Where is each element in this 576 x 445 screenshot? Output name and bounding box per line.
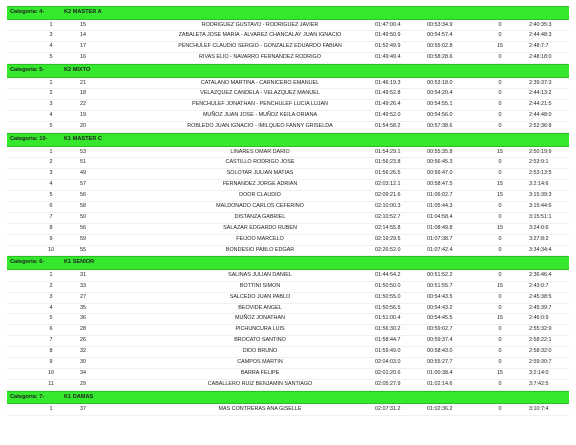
total-time-cell: 2:43:0:7 (529, 282, 549, 289)
time-two-cell: 00:57:38.6 (427, 123, 453, 130)
time-one-cell: 01:58:44.7 (375, 337, 401, 344)
competitor-names-cell: BONDESIO PABLO EDGAR (225, 246, 295, 253)
time-two-cell: 01:06:02.7 (427, 192, 453, 199)
table-row (7, 180, 569, 191)
bib-number-cell: 32 (80, 348, 86, 355)
table-row (7, 325, 569, 336)
time-two-cell: 01:07:42.4 (427, 246, 453, 253)
time-two-cell: 00:54:43.2 (427, 304, 453, 311)
position-cell: 8 (49, 224, 53, 231)
position-cell: 4 (49, 112, 53, 119)
competitor-names-cell: FERNANDEZ JORGE ADRIAN (222, 181, 298, 188)
position-cell: 10 (48, 246, 54, 253)
penalty-cell: 0 (498, 159, 502, 166)
time-one-cell: 02:09:21.6 (375, 192, 401, 199)
time-one-cell: 02:10:00.3 (375, 202, 401, 209)
position-cell: 3 (49, 293, 53, 300)
bib-number-cell: 29 (80, 380, 86, 387)
time-two-cell: 00:53:34.9 (427, 21, 453, 28)
table-row (7, 202, 569, 213)
total-time-cell: 3:15:51:1 (529, 213, 552, 220)
category-header (7, 256, 569, 270)
total-time-cell: 2:55:32:9 (529, 326, 552, 333)
table-row (7, 271, 569, 282)
bib-number-cell: 58 (80, 202, 86, 209)
bib-number-cell: 16 (80, 54, 86, 61)
bib-number-cell: 30 (80, 359, 86, 366)
bib-number-cell: 56 (80, 192, 86, 199)
time-one-cell: 02:05:27.9 (375, 380, 401, 387)
position-cell: 5 (49, 192, 53, 199)
time-two-cell: 00:54:57.4 (427, 32, 453, 39)
bib-number-cell: 14 (80, 32, 86, 39)
time-one-cell: 02:14:55.8 (375, 224, 401, 231)
competitor-names-cell: MUÑOZ JUAN JOSE - MUÑOZ KEILA ORIANA (202, 112, 318, 119)
category-header (7, 391, 569, 405)
time-two-cell: 00:58:47.5 (427, 181, 453, 188)
total-time-cell: 2:53:9:1 (529, 159, 549, 166)
category-class-name: K1 DAMAS (64, 393, 94, 400)
category-header (7, 64, 569, 78)
table-row (7, 89, 569, 100)
position-cell: 11 (48, 380, 54, 387)
penalty-cell: 0 (498, 406, 502, 413)
penalty-cell: 15 (497, 282, 503, 289)
time-two-cell: 00:51:55.7 (427, 282, 453, 289)
penalty-cell: 0 (498, 123, 502, 130)
competitor-names-cell: SALAZAR EDGARDO RUBEN (223, 224, 297, 231)
time-one-cell: 01:54:29.1 (375, 148, 401, 155)
time-one-cell: 02:07:31.2 (375, 406, 401, 413)
table-row (7, 191, 569, 202)
competitor-names-cell: VELAZQUEZ CANDELA - VELAZQUEZ MANUEL (200, 90, 320, 97)
table-row (7, 158, 569, 169)
time-one-cell: 01:54:58.2 (375, 123, 401, 130)
bib-number-cell: 36 (80, 315, 86, 322)
penalty-cell: 15 (497, 192, 503, 199)
bib-number-cell: 15 (80, 21, 86, 28)
bib-number-cell: 57 (80, 181, 86, 188)
time-one-cell: 01:49:26.4 (375, 101, 401, 108)
category-class-name: K1 MASTER C (64, 136, 102, 143)
competitor-names-cell: CATALANO MARTINA - CARNICERO EMANUEL (200, 79, 320, 86)
total-time-cell: 3:34:34:4 (529, 246, 552, 253)
total-time-cell: 3:15:39:3 (529, 192, 552, 199)
bib-number-cell: 35 (80, 304, 86, 311)
competitor-names-cell: RIVAS ELIO - NAVARRO FERNANDEZ RODRIGO (199, 54, 321, 61)
bib-number-cell: 59 (80, 235, 86, 242)
total-time-cell: 2:39:37:3 (529, 79, 552, 86)
time-two-cell: 00:58:28.6 (427, 54, 453, 61)
time-two-cell: 01:02:36.2 (427, 406, 453, 413)
bib-number-cell: 27 (80, 293, 86, 300)
table-row (7, 42, 569, 53)
table-row (7, 358, 569, 369)
total-time-cell: 3:2:14:0 (529, 369, 549, 376)
competitor-names-cell: MALDONADO CARLOS CEFERINO (216, 202, 304, 209)
position-cell: 1 (49, 271, 53, 278)
competitor-names-cell: PICHUNCURA LUIS (235, 326, 285, 333)
penalty-cell: 0 (498, 380, 502, 387)
total-time-cell: 3:24:0:6 (529, 224, 549, 231)
position-cell: 4 (49, 304, 53, 311)
time-one-cell: 01:46:19.3 (375, 79, 401, 86)
penalty-cell: 0 (498, 359, 502, 366)
time-two-cell: 01:08:49.8 (427, 224, 453, 231)
total-time-cell: 2:48:18:0 (529, 54, 552, 61)
total-time-cell: 2:40:35:3 (529, 21, 552, 28)
bib-number-cell: 18 (80, 90, 86, 97)
table-row (7, 169, 569, 180)
position-cell: 2 (49, 159, 53, 166)
time-two-cell: 00:56:45.3 (427, 159, 453, 166)
time-two-cell: 01:07:38.7 (427, 235, 453, 242)
bib-number-cell: 55 (80, 246, 86, 253)
penalty-cell: 0 (498, 21, 502, 28)
position-cell: 8 (49, 348, 53, 355)
position-cell: 3 (49, 101, 53, 108)
category-label: Categoria: 7- (10, 393, 45, 400)
bib-number-cell: 21 (80, 79, 86, 86)
penalty-cell: 15 (497, 369, 503, 376)
bib-number-cell: 17 (80, 43, 86, 50)
penalty-cell: 15 (497, 224, 503, 231)
penalty-cell: 0 (498, 170, 502, 177)
penalty-cell: 15 (497, 315, 503, 322)
time-one-cell: 02:10:52.7 (375, 213, 401, 220)
time-one-cell: 02:26:52.0 (375, 246, 401, 253)
position-cell: 6 (49, 326, 53, 333)
time-two-cell: 01:05:44.3 (427, 202, 453, 209)
position-cell: 3 (49, 170, 53, 177)
competitor-names-cell: DOOR CLAUDIO (239, 192, 281, 199)
bib-number-cell: 50 (80, 213, 86, 220)
time-two-cell: 00:55:02.8 (427, 43, 453, 50)
table-row (7, 100, 569, 111)
position-cell: 9 (49, 359, 53, 366)
bib-number-cell: 56 (80, 224, 86, 231)
table-row (7, 122, 569, 133)
time-one-cell: 01:47:00.4 (375, 21, 401, 28)
penalty-cell: 0 (498, 54, 502, 61)
total-time-cell: 2:59:30:7 (529, 359, 552, 366)
penalty-cell: 0 (498, 202, 502, 209)
time-one-cell: 01:44:54.2 (375, 271, 401, 278)
category-header (7, 133, 569, 147)
penalty-cell: 15 (497, 148, 503, 155)
competitor-names-cell: BROCATO SANTINO (234, 337, 286, 344)
category-label: Categoria: 5- (10, 67, 45, 74)
time-two-cell: 01:00:38.4 (427, 369, 453, 376)
table-row (7, 369, 569, 380)
penalty-cell: 0 (498, 304, 502, 311)
bib-number-cell: 37 (80, 406, 86, 413)
total-time-cell: 2:53:13:5 (529, 170, 552, 177)
total-time-cell: 2:44:48:3 (529, 32, 552, 39)
total-time-cell: 2:44:13:2 (529, 90, 552, 97)
penalty-cell: 15 (497, 43, 503, 50)
penalty-cell: 0 (498, 235, 502, 242)
time-one-cell: 01:50:50.0 (375, 282, 401, 289)
table-row (7, 21, 569, 32)
table-row (7, 347, 569, 358)
total-time-cell: 2:52:36:8 (529, 123, 552, 130)
competitor-names-cell: MUÑOZ JONATHAN (235, 315, 285, 322)
bib-number-cell: 20 (80, 123, 86, 130)
time-two-cell: 00:54:55.1 (427, 101, 453, 108)
table-row (7, 246, 569, 257)
table-row (7, 314, 569, 325)
penalty-cell: 0 (498, 326, 502, 333)
competitor-names-cell: PENCHULEF CLAUDIO SERGIO - GONZALEZ EDUARDO FABIAN (178, 43, 342, 50)
time-one-cell: 01:51:00.4 (375, 315, 401, 322)
competitor-names-cell: RODRIGUEZ GUSTAVO - RODRIGUEZ JAVIER (201, 21, 319, 28)
competitor-names-cell: SOLOTAR JULIAN MATIAS (226, 170, 294, 177)
total-time-cell: 2:45:39:7 (529, 304, 552, 311)
total-time-cell: 3:7:42:5 (529, 380, 549, 387)
category-header (7, 6, 569, 20)
time-one-cell: 01:50:55.0 (375, 293, 401, 300)
category-label: Categoria: 4- (10, 9, 45, 15)
competitor-names-cell: BARRA FELIPE (240, 369, 280, 376)
competitor-names-cell: SALCEDO JUAN PABLO (229, 293, 291, 300)
bib-number-cell: 51 (80, 159, 86, 166)
category-label: Categoria: 10- (10, 136, 48, 143)
time-one-cell: 02:01:20.6 (375, 369, 401, 376)
penalty-cell: 0 (498, 32, 502, 39)
results-sheet (7, 6, 569, 416)
time-one-cell: 02:19:29.5 (375, 235, 401, 242)
time-two-cell: 00:51:52.2 (427, 271, 453, 278)
table-row (7, 304, 569, 315)
position-cell: 2 (49, 90, 53, 97)
time-one-cell: 01:50:56.5 (375, 304, 401, 311)
table-row (7, 224, 569, 235)
table-row (7, 235, 569, 246)
position-cell: 3 (49, 32, 53, 39)
position-cell: 7 (49, 213, 53, 220)
total-time-cell: 2:50:19:9 (529, 148, 552, 155)
competitor-names-cell: BEOVIDE ANGEL (238, 304, 282, 311)
position-cell: 5 (49, 54, 53, 61)
table-row (7, 31, 569, 42)
time-two-cell: 00:59:37.4 (427, 337, 453, 344)
table-row (7, 380, 569, 391)
category-class-name: K2 MIXTO (64, 67, 91, 74)
competitor-names-cell: SALINAS JULIAN DANIEL (228, 271, 292, 278)
total-time-cell: 3:15:44:6 (529, 202, 552, 209)
time-two-cell: 00:53:18.0 (427, 79, 453, 86)
competitor-names-cell: CAMPOS MARTIN (237, 359, 283, 366)
competitor-names-cell: CABALLERO RUIZ BENJAMIN SANTIAGO (207, 380, 313, 387)
position-cell: 2 (49, 282, 53, 289)
total-time-cell: 2:58:32:0 (529, 348, 552, 355)
bib-number-cell: 19 (80, 112, 86, 119)
time-two-cell: 01:04:58.4 (427, 213, 453, 220)
competitor-names-cell: ROBLEDO JUAN IGNACIO - IMILQUEO FANNY GRISELDA (187, 123, 333, 130)
total-time-cell: 2:45:38:5 (529, 293, 552, 300)
time-one-cell: 01:49:49.4 (375, 54, 401, 61)
penalty-cell: 0 (498, 101, 502, 108)
time-one-cell: 01:56:26.5 (375, 170, 401, 177)
penalty-cell: 0 (498, 246, 502, 253)
position-cell: 1 (49, 406, 53, 413)
total-time-cell: 3:2:14:6 (529, 181, 549, 188)
bib-number-cell: 22 (80, 101, 86, 108)
time-two-cell: 00:54:56.0 (427, 112, 453, 119)
time-one-cell: 01:52:49.9 (375, 43, 401, 50)
penalty-cell: 0 (498, 271, 502, 278)
penalty-cell: 0 (498, 112, 502, 119)
table-row (7, 53, 569, 64)
position-cell: 1 (49, 21, 53, 28)
competitor-names-cell: ZABALETA JOSE MARIA - ALVAREZ CHANCALAY JUAN IGNACIO (178, 32, 342, 39)
total-time-cell: 3:10:7:4 (529, 406, 549, 413)
bib-number-cell: 53 (80, 148, 86, 155)
competitor-names-cell: PENCHULEF JONATHAN - PENCHULEF LUCIA LUJAN (192, 101, 328, 108)
time-two-cell: 00:55:35.8 (427, 148, 453, 155)
time-two-cell: 00:55:27.7 (427, 359, 453, 366)
position-cell: 5 (49, 315, 53, 322)
time-one-cell: 01:49:52.8 (375, 90, 401, 97)
penalty-cell: 0 (498, 213, 502, 220)
time-one-cell: 02:04:03.0 (375, 359, 401, 366)
competitor-names-cell: DIDO BRUNO (242, 348, 278, 355)
total-time-cell: 2:48:7:7 (529, 43, 549, 50)
time-one-cell: 01:59:49.0 (375, 348, 401, 355)
category-label: Categoria: 6- (10, 259, 45, 266)
competitor-names-cell: DISTANZA GABRIEL (234, 213, 286, 220)
position-cell: 5 (49, 123, 53, 130)
time-one-cell: 01:49:50.9 (375, 32, 401, 39)
penalty-cell: 0 (498, 348, 502, 355)
position-cell: 1 (49, 79, 53, 86)
competitor-names-cell: BOTTINI SIMON (239, 282, 281, 289)
competitor-names-cell: CASTILLO RODRIGO JOSE (225, 159, 295, 166)
total-time-cell: 3:27:8:2 (529, 235, 549, 242)
category-class-name: K1 SENIOR (64, 259, 95, 266)
position-cell: 4 (49, 181, 53, 188)
table-row (7, 79, 569, 90)
bib-number-cell: 34 (80, 369, 86, 376)
time-two-cell: 00:54:43.5 (427, 293, 453, 300)
time-two-cell: 00:58:43.0 (427, 348, 453, 355)
competitor-names-cell: MAS CONTRERAS ANA GISELLE (218, 406, 302, 413)
penalty-cell: 0 (498, 90, 502, 97)
table-row (7, 213, 569, 224)
penalty-cell: 0 (498, 79, 502, 86)
penalty-cell: 0 (498, 293, 502, 300)
table-row (7, 282, 569, 293)
table-row (7, 293, 569, 304)
time-one-cell: 01:49:52.0 (375, 112, 401, 119)
position-cell: 7 (49, 337, 53, 344)
time-one-cell: 01:56:30.2 (375, 326, 401, 333)
category-class-name: K2 MASTER A (64, 9, 102, 15)
bib-number-cell: 49 (80, 170, 86, 177)
time-two-cell: 00:59:02.7 (427, 326, 453, 333)
time-two-cell: 00:54:20.4 (427, 90, 453, 97)
table-row (7, 405, 569, 416)
position-cell: 1 (49, 148, 53, 155)
competitor-names-cell: LINARES OMAR DARIO (230, 148, 290, 155)
bib-number-cell: 26 (80, 337, 86, 344)
penalty-cell: 15 (497, 181, 503, 188)
total-time-cell: 2:44:48:0 (529, 112, 552, 119)
bib-number-cell: 33 (80, 282, 86, 289)
time-one-cell: 01:56:23.8 (375, 159, 401, 166)
total-time-cell: 2:46:0:9 (529, 315, 549, 322)
position-cell: 9 (49, 235, 53, 242)
bib-number-cell: 28 (80, 326, 86, 333)
total-time-cell: 2:58:22:1 (529, 337, 552, 344)
position-cell: 6 (49, 202, 53, 209)
penalty-cell: 0 (498, 337, 502, 344)
time-two-cell: 01:02:14.6 (427, 380, 453, 387)
total-time-cell: 2:36:46:4 (529, 271, 552, 278)
time-two-cell: 00:54:45.5 (427, 315, 453, 322)
competitor-names-cell: FEIJOO MARCELO (236, 235, 284, 242)
table-row (7, 148, 569, 159)
total-time-cell: 2:44:21:5 (529, 101, 552, 108)
position-cell: 10 (48, 369, 54, 376)
position-cell: 4 (49, 43, 53, 50)
table-row (7, 111, 569, 122)
table-row (7, 336, 569, 347)
time-one-cell: 02:03:12.1 (375, 181, 401, 188)
bib-number-cell: 31 (80, 271, 86, 278)
time-two-cell: 00:56:47.0 (427, 170, 453, 177)
